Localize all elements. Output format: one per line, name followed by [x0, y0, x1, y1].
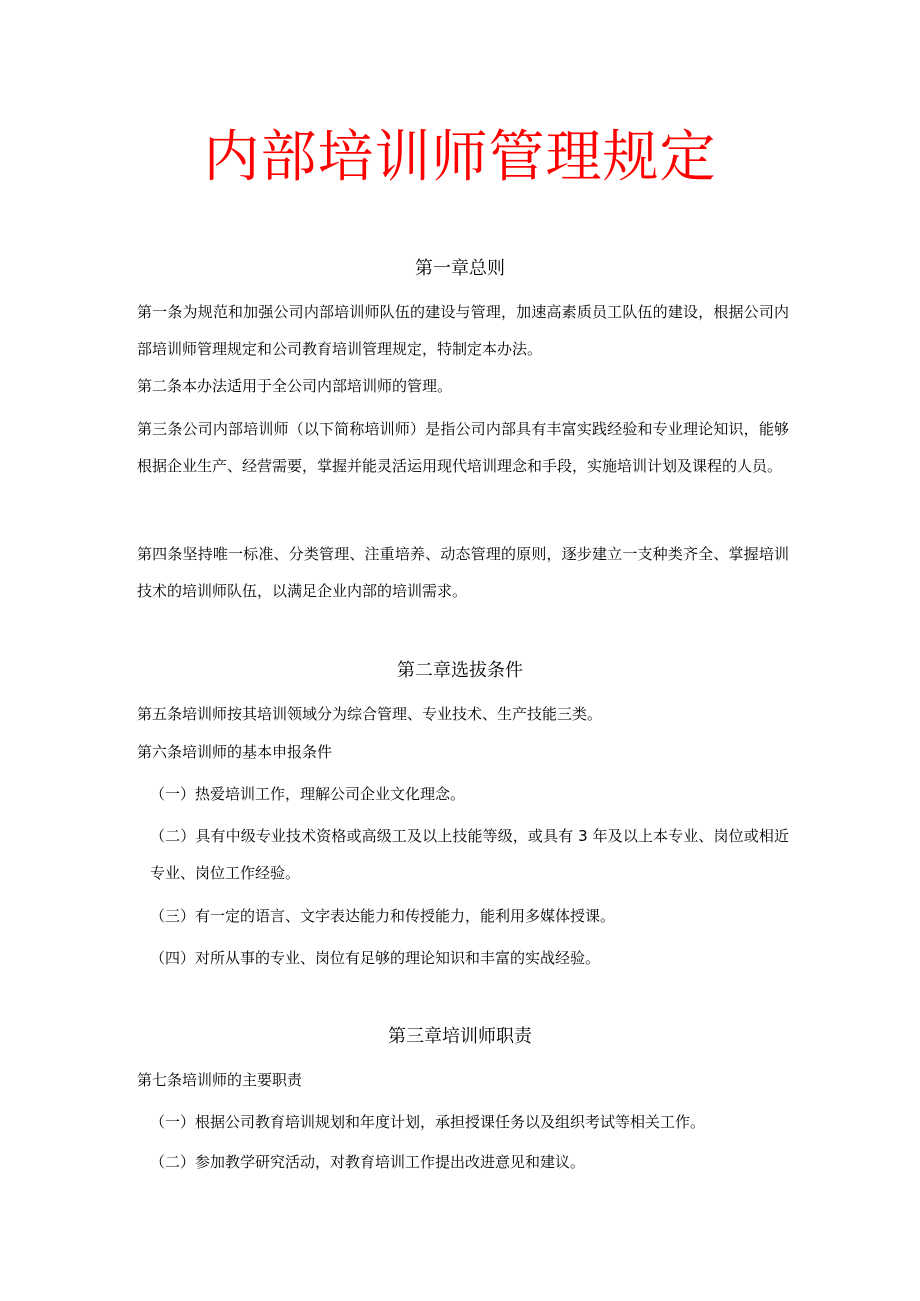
- chapter-1-heading: 第一章总则: [415, 258, 505, 279]
- document-title: 内部培训师管理规定: [203, 125, 717, 190]
- condition-item-2: （二）具有中级专业技术资格或高级工及以上技能等级，或具有 3 年及以上本专业、岗位或相近专业、岗位工作经验。: [150, 827, 789, 882]
- article-3: 第三条公司内部培训师（以下简称培训师）是指公司内部具有丰富实践经验和专业理论知识，能够根据企业生产、经营需要，掌握并能灵活运用现代培训理念和手段，实施培训计划及课程的人员。: [137, 420, 789, 475]
- condition-item-4: （四）对所从事的专业、岗位有足够的理论知识和丰富的实战经验。: [150, 949, 601, 967]
- condition-item-1: （一）热爱培训工作，理解公司企业文化理念。: [150, 785, 466, 803]
- article-1: 第一条为规范和加强公司内部培训师队伍的建设与管理，加速高素质员工队伍的建设，根据公司内部培训师管理规定和公司教育培训管理规定，特制定本办法。: [137, 303, 789, 358]
- duty-item-2: （二）参加教学研究活动，对教育培训工作提出改进意见和建议。: [150, 1153, 586, 1171]
- chapter-2-heading: 第二章选拔条件: [397, 660, 523, 681]
- article-2: 第二条本办法适用于全公司内部培训师的管理。: [137, 377, 453, 395]
- chapter-3-heading: 第三章培训师职责: [388, 1026, 532, 1047]
- condition-item-3: （三）有一定的语言、文字表达能力和传授能力，能利用多媒体授课。: [150, 907, 616, 925]
- article-6: 第六条培训师的基本申报条件: [137, 743, 333, 761]
- article-4: 第四条坚持唯一标准、分类管理、注重培养、动态管理的原则，逐步建立一支种类齐全、掌握培训技术的培训师队伍，以满足企业内部的培训需求。: [137, 545, 789, 600]
- article-7: 第七条培训师的主要职责: [137, 1071, 303, 1089]
- article-5: 第五条培训师按其培训领域分为综合管理、专业技术、生产技能三类。: [137, 705, 603, 723]
- duty-item-1: （一）根据公司教育培训规划和年度计划，承担授课任务以及组织考试等相关工作。: [150, 1113, 706, 1131]
